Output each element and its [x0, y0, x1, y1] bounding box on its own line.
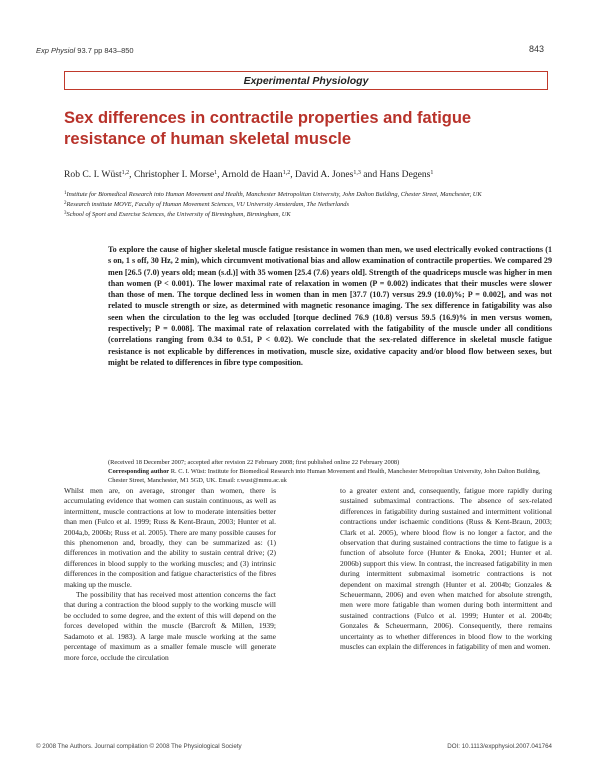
running-head [36, 46, 134, 55]
corresponding-author-details: R. C. I. Wüst: Institute for Biomedical Research into Human Movement and Health, Manchester Metropolitan University, John Dalton Building, Chester Street, Manchester, M1 5GD, UK. Email: r.wust@mmu.ac.uk [108, 468, 541, 485]
affiliations [64, 189, 552, 219]
page-number: 843 [528, 44, 544, 54]
body-column-left [64, 486, 276, 663]
author-name: Rob C. I. Wüst [64, 169, 122, 180]
author-list: Rob C. I. Wüst$^{1,2}$, Christopher I. Morse$^1$, Arnold de Haan$^{1,2}$, David A. Jones$^{1,3}$ and Hans Degens$^1$ [64, 169, 434, 180]
affiliation-item [64, 189, 552, 199]
affiliation-text: Institute for Biomedical Research into Human Movement and Health, Manchester Metropolitan University, John Dalton Building, Chester Street, Manchester, UK [66, 191, 482, 198]
author-affiliation: 1 [214, 170, 218, 176]
author-affiliation: 1,2 [121, 170, 130, 176]
corresponding-author-label: Corresponding author [108, 468, 170, 476]
affiliation-item [64, 199, 552, 209]
volume-pages: 93.7 pp 843–850 [77, 46, 134, 55]
affiliation-number: 3 [64, 211, 67, 216]
journal-name: Exp Physiol [36, 46, 76, 55]
author-affiliation: 1,2 [282, 170, 291, 176]
body-paragraph: Whilst men are, on average, stronger than women, there is accumulating evidence that women can sustain continuous, as well as intermittent, muscle contractions at low to moderate intensities better than men (Fulco et al. 1999; Russ & Kent-Braun, 2003; Hunter et al. 2004a,b, 2006b; Russ et al. 2005). There are many possible causes for this phenomenon and, broadly, they can be summarized as: (1) differences in motivation and the ability to sustain central drive; (2) differences in blood supply to the working muscles; and (3) intrinsic differences in the composition and fatigue characteristics of the fibres making up the muscle. [64, 486, 276, 589]
body-paragraph: to a greater extent and, consequently, fatigue more rapidly during sustained submaximal contractions. The absence of sex-related differences in fatigability during sustained and intermittent volitional contractions under ischaemic conditions (Russ & Kent-Braun, 2003; Clark et al. 2005), where blood flow is no longer a factor, and the observation that during sustained contractions the time to fatigue is a function of absolute force (Hunter & Enoka, 2001; Hunter et al. 2006b) support this view. In contrast, the increased fatigability in men during intermittent submaximal isometric contractions is not dependent on maximal strength (Hunter et al. 2004b; Gonzales & Scheuermann, 2006) and even when matched for absolute strength, men were more fatigable than women during both intermittent and sustained contractions (Fulco et al. 1999; Hunter et al. 2004b; Gonzales & Scheuermann, 2006). Consequently, there remains uncertainty as to whether differences in blood flow to the working muscles can explain the differences in fatigability of men and women. [340, 486, 552, 652]
footer-copyright: © 2008 The Authors. Journal compilation © 2008 The Physiological Society [36, 743, 242, 750]
body-paragraph: The possibility that has received most attention concerns the fact that during a contraction the blood supply to the working muscle will be occluded to some degree, and the extent of this will depend on the forces developed within the muscle (Barcroft & Millen, 1939; Sadamoto et al. 1983). A large male muscle working at the same percentage of maximum as a smaller female muscle will generate more force, occlude the circulation [64, 590, 276, 662]
author-name: Christopher I. Morse [133, 169, 215, 180]
affiliation-item [64, 209, 552, 219]
author-affiliation: 1,3 [353, 170, 361, 176]
article-title: Sex differences in contractile properties and fatigue resistance of human skeletal muscle [64, 109, 472, 148]
affiliation-number: 2 [64, 201, 67, 206]
author-name: Arnold de Haan [221, 169, 283, 180]
received-dates: (Received 18 December 2007; accepted after revision 22 February 2008; first published online 22 February 2008) [108, 459, 400, 466]
footer-doi: DOI: 10.1113/expphysiol.2007.041764 [447, 743, 552, 750]
author-affiliation: 1 [430, 170, 434, 176]
affiliation-text: School of Sport and Exercise Sciences, the University of Birmingham, Birmingham, UK [66, 211, 291, 218]
author-name: Hans Degens [379, 169, 431, 180]
affiliation-text: Research institute MOVE, Faculty of Human Movement Sciences, VU University Amsterdam, The Netherlands [66, 201, 349, 208]
abstract: To explore the cause of higher skeletal muscle fatigue resistance in women than men, we used electrically evoked contractions (1 s on, 1 s off, 30 Hz, 2 min), which circumvent motivational bias and allow examination of contractile properties. We compared 29 men [26.5 (7.0) years old; mean (s.d.)] with 35 women [25.4 (7.6) years old]. Strength of the quadriceps muscle was higher in men than women (P < 0.001). The lower maximal rate of relaxation in women (P = 0.002) indicates that their muscles were slower than those of men. The torque declined less in women than in men [37.7 (10.7) versus 29.9 (10.0)%; P = 0.002], and was not related to muscle strength or size, as determined with magnetic resonance imaging. The sex difference in fatigability was also seen when the circulation to the leg was occluded [torque declined 76.9 (10.8) versus 59.5 (16.9)% in men versus women, respectively; P = 0.008]. The maximal rate of relaxation correlated with the fatigability of the muscle under all conditions (correlations ranging from 0.34 to 0.51, P < 0.02). We conclude that the sex-related difference in skeletal muscle fatigue resistance is not explicable by differences in motivation, muscle size, oxidative capacity and/or blood flow between sexes, but might be related to differences in fibre type composition. [108, 245, 552, 367]
body-column-right [340, 486, 552, 653]
article-meta [108, 458, 552, 485]
affiliation-number: 1 [64, 191, 67, 196]
author-name: David A. Jones [295, 169, 354, 180]
journal-banner: Experimental Physiology [64, 71, 548, 90]
corresponding-author [108, 467, 552, 485]
